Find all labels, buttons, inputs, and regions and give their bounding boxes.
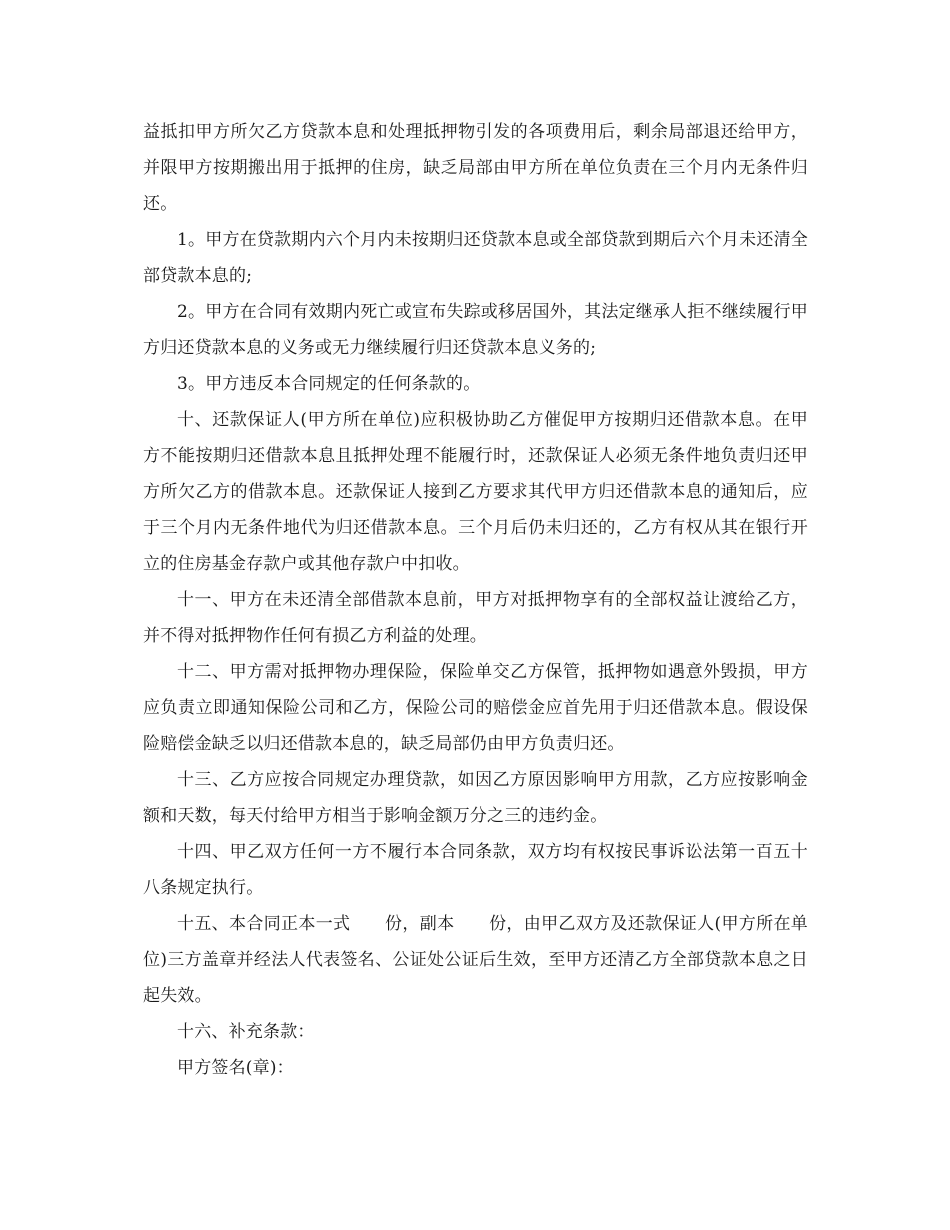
paragraph-continuation: 益抵扣甲方所欠乙方贷款本息和处理抵押物引发的各项费用后，剩余局部退还给甲方，并限甲方按期搬出用于抵押的住房，缺乏局部由甲方所在单位负责在三个月内无条件归还。 [143,122,808,214]
paragraph-clause-12: 十二、甲方需对抵押物办理保险，保险单交乙方保管，抵押物如遇意外毁损，甲方应负责立即通知保险公司和乙方，保险公司的赔偿金应首先用于归还借款本息。假设保险赔偿金缺乏以归还借款本息的，缺乏局部仍由甲方负责归还。 [143,662,808,754]
paragraph-clause-11: 十一、甲方在未还清全部借款本息前，甲方对抵押物享有的全部权益让渡给乙方，并不得对抵押物作任何有损乙方利益的处理。 [143,590,808,646]
paragraph-clause-13: 十三、乙方应按合同规定办理贷款，如因乙方原因影响甲方用款，乙方应按影响金额和天数，每天付给甲方相当于影响金额万分之三的违约金。 [143,770,808,826]
paragraph-item-2: 2。甲方在合同有效期内死亡或宣布失踪或移居国外，其法定继承人拒不继续履行甲方归还贷款本息的义务或无力继续履行归还贷款本息义务的; [143,302,808,358]
paragraph-item-3: 3。甲方违反本合同规定的任何条款的。 [177,374,481,394]
paragraph-item-1: 1。甲方在贷款期内六个月内未按期归还贷款本息或全部贷款到期后六个月未还清全部贷款本息的; [143,230,808,286]
paragraph-clause-16: 十六、补充条款： [177,1022,315,1042]
paragraph-clause-15: 十五、本合同正本一式 份，副本 份，由甲乙双方及还款保证人(甲方所在单位)三方盖章并经法人代表签名、公证处公证后生效，至甲方还清乙方全部贷款本息之日起失效。 [143,914,808,1006]
document-body [143,114,808,1086]
paragraph-clause-14: 十四、甲乙双方任何一方不履行本合同条款，双方均有权按民事诉讼法第一百五十八条规定执行。 [143,842,808,898]
signature-line-party-a: 甲方签名(章)： [177,1058,294,1078]
paragraph-clause-10: 十、还款保证人(甲方所在单位)应积极协助乙方催促甲方按期归还借款本息。在甲方不能按期归还借款本息且抵押处理不能履行时，还款保证人必须无条件地负责归还甲方所欠乙方的借款本息。还款保证人接到乙方要求其代甲方归还借款本息的通知后，应于三个月内无条件地代为归还借款本息。三个月后仍未归还的，乙方有权从其在银行开立的住房基金存款户或其他存款户中扣收。 [143,410,808,574]
